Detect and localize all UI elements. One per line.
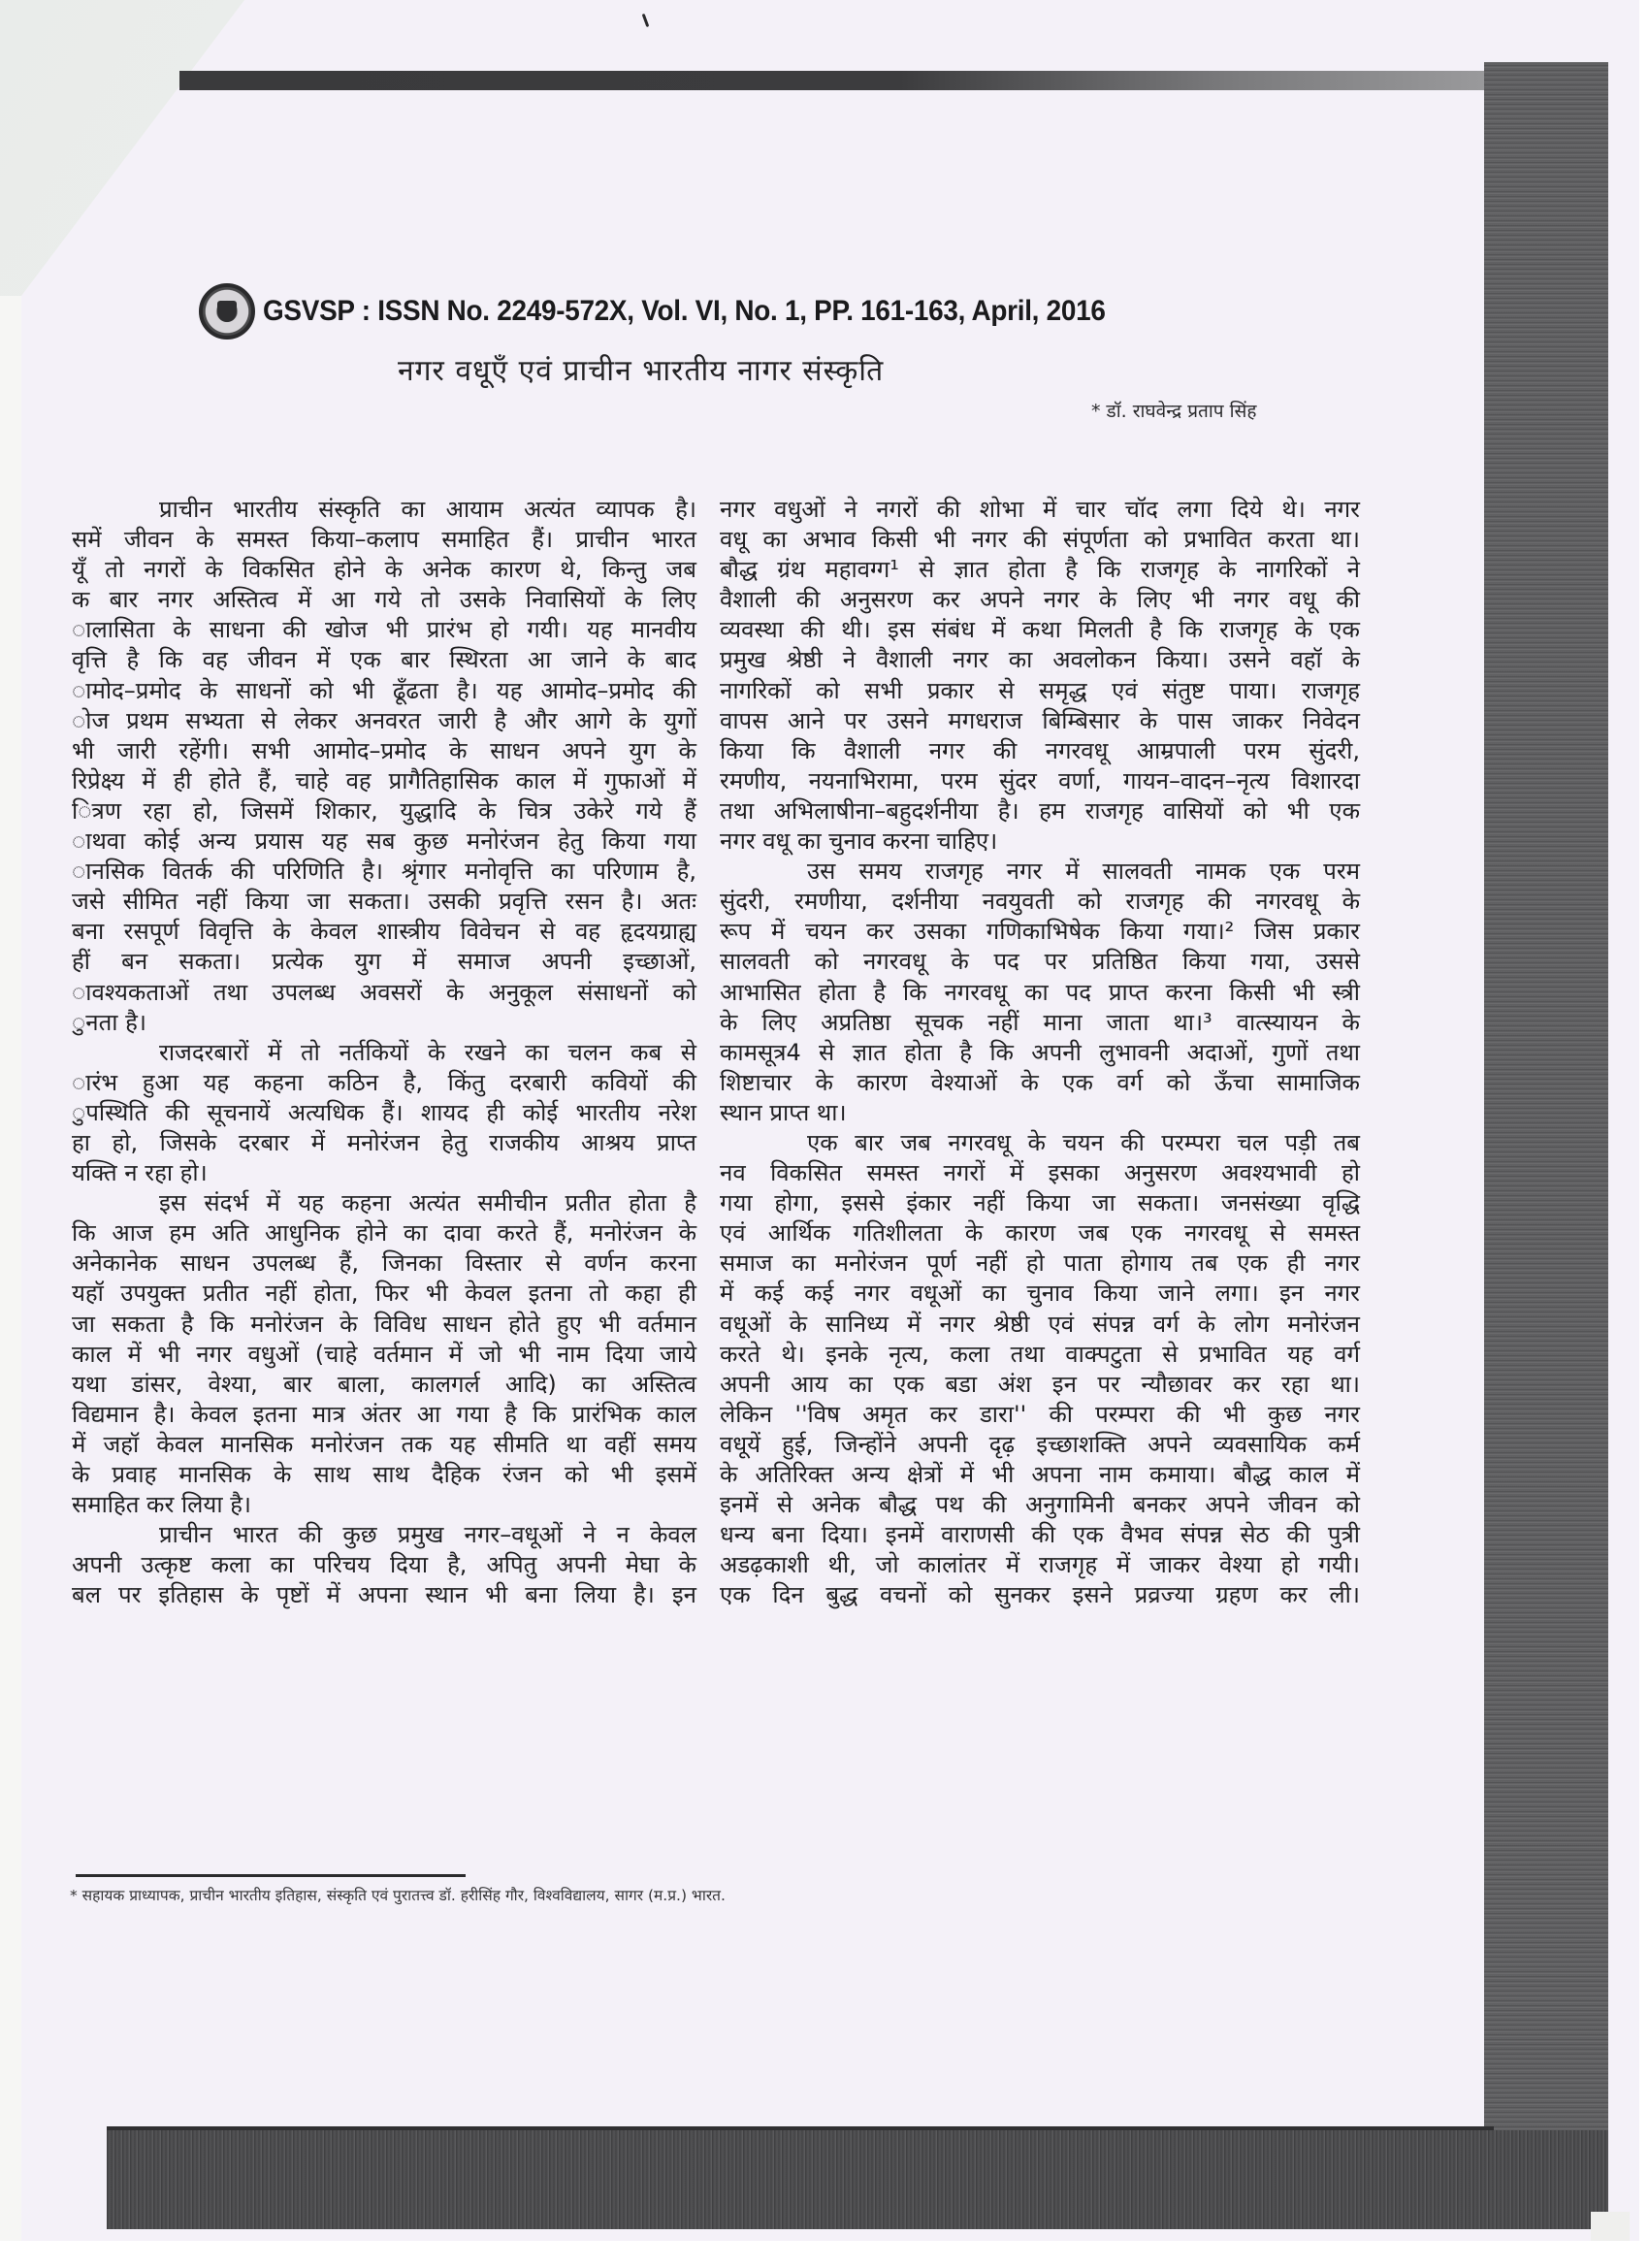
text-line (72, 525, 696, 555)
footnote: * सहायक प्राध्यापक, प्राचीन भारतीय इतिहास, संस्कृति एवं पुरातत्त्व डॉ. हरीसिंह गौर, विश्वविद्यालय, सागर (म.प्र.) भारत. (70, 1887, 726, 1904)
text-line (720, 1340, 1360, 1370)
text-line (720, 525, 1360, 555)
text-line-content: उस समय राजगृह नगर में सालवती नामक एक परम (807, 858, 1360, 886)
text-line-content: जसे सीमित नहीं किया जा सकता। उसकी प्रवृत्ति रसन है। अतः (72, 888, 696, 916)
text-line-content: रूप में चयन कर उसका गणिकाभिषेक किया गया।² जिस प्रकार (720, 918, 1360, 946)
text-line-content: के लिए अप्रतिष्ठा सूचक नहीं माना जाता था।³ वात्स्यायन के (720, 1008, 1360, 1036)
text-line (720, 766, 1360, 796)
text-line-content: ाथवा कोई अन्य प्रयास यह सब कुछ मनोरंजन हेतु किया गया (72, 827, 696, 856)
text-line (720, 1430, 1360, 1460)
text-line-content: काल में भी नगर वधुओं (चाहे वर्तमान में जो भी नाम दिया जाये (72, 1340, 696, 1368)
text-line (72, 1068, 696, 1098)
text-line-content: करते थे। इनके नृत्य, कला तथा वाक्पटुता से प्रभावित यह वर्ग (720, 1340, 1360, 1368)
text-line-content: ामोद–प्रमोद के साधनों को भी ढूँढता है। यह आमोद–प्रमोद की (72, 676, 696, 704)
text-line-content: अपनी उत्कृष्ट कला का परिचय दिया है, अपितु अपनी मेघा के (72, 1551, 696, 1579)
text-line (72, 615, 696, 645)
text-line-content: वृत्ति है कि वह जीवन में एक बार स्थिरता आ जाने के बाद (72, 646, 696, 674)
text-line-content: किया कि वैशाली नगर की नगरवधू आम्रपाली परम सुंदरी, (720, 736, 1360, 764)
text-line (720, 1400, 1360, 1430)
text-line (72, 1460, 696, 1490)
text-line-content: बौद्ध ग्रंथ महावग्ग¹ से ज्ञात होता है कि राजगृह के नागरिकों ने (720, 556, 1360, 584)
text-line-content: सुंदरी, रमणीया, दर्शनीया नवयुवती को राजगृह की नगरवधू के (720, 888, 1360, 916)
text-line (720, 917, 1360, 947)
text-line (720, 1310, 1360, 1340)
text-line-content: अपनी आय का एक बडा अंश इन पर न्यौछावर कर रहा था। (720, 1370, 1360, 1398)
text-line (720, 1188, 1360, 1218)
text-line-content: एक बार जब नगरवधू के चयन की परम्परा चल पड़ी तब (807, 1128, 1360, 1156)
text-line (72, 766, 696, 796)
text-line (720, 796, 1360, 826)
text-line-content: गया होगा, इससे इंकार नहीं किया जा सकता। जनसंख्या वृद्धि (720, 1189, 1360, 1217)
text-line-content: यूँ तो नगरों के विकसित होने के अनेक कारण थे, किन्तु जब (72, 556, 696, 584)
text-line (72, 1520, 696, 1550)
text-line-content: वधूओं के सानिध्य में नगर श्रेष्ठी एवं संपन्न वर्ग के लोग मनोरंजन (720, 1310, 1360, 1338)
text-line-content: क बार नगर अस्तित्व में आ गये तो उसके निवासियों के लिए (72, 586, 696, 614)
text-line (720, 615, 1360, 645)
text-line-content: ित्रण रहा हो, जिसमें शिकार, युद्धादि के चित्र उकेरे गये हैं (72, 796, 696, 825)
text-line (72, 1400, 696, 1430)
text-line (72, 495, 696, 525)
text-line-content: ालासिता के साधना की खोज भी प्रारंभ हो गयी। यह मानवीय (72, 616, 696, 644)
text-line-content: नव विकसित समस्त नगरों में इसका अनुसरण अवश्यभावी हो (720, 1159, 1360, 1187)
text-line-content: प्राचीन भारत की कुछ प्रमुख नगर–वधूओं ने न केवल (159, 1521, 696, 1549)
text-line (72, 947, 696, 977)
text-line-content: इस संदर्भ में यह कहना अत्यंत समीचीन प्रतीत होता है (159, 1189, 696, 1217)
text-line (72, 645, 696, 675)
text-line-content: के अतिरिक्त अन्य क्षेत्रों में भी अपना नाम कमाया। बौद्ध काल में (720, 1461, 1360, 1488)
text-line (720, 1008, 1360, 1038)
text-line-content: में कई कई नगर वधूओं का चुनाव किया जाने लगा। इन नगर (720, 1280, 1360, 1308)
text-line (72, 1490, 696, 1520)
text-line-content: लेकिन ''विष अमृत कर डारा'' की परम्परा की भी कुछ नगर (720, 1400, 1360, 1428)
text-line (720, 947, 1360, 977)
text-line-content: ुपस्थिति की सूचनायें अत्यधिक हैं। शायद ही कोई भारतीय नरेश (72, 1098, 696, 1126)
scan-margin-right (1639, 0, 1649, 2268)
text-line (72, 706, 696, 736)
journal-seal-logo-icon (199, 283, 255, 340)
text-line (72, 1158, 696, 1188)
text-line (72, 676, 696, 706)
text-line-content: अनेकानेक साधन उपलब्ध हैं, जिनका विस्तार से वर्णन करना (72, 1249, 696, 1278)
text-line (72, 1340, 696, 1370)
text-line (720, 1550, 1360, 1580)
text-line-content: अडढ़काशी थी, जो कालांतर में राजगृह में जाकर वेश्या हो गयी। (720, 1551, 1360, 1579)
text-line-content: बल पर इतिहास के पृष्टों में अपना स्थान भी बना लिया है। इन (72, 1581, 696, 1609)
text-line (720, 736, 1360, 766)
text-line-content: नगर वधू का चुनाव करना चाहिए। (720, 827, 998, 856)
text-line (720, 1279, 1360, 1309)
text-line (72, 1248, 696, 1279)
text-line-content: वधूयें हुई, जिन्होंने अपनी दृढ़ इच्छाशक्ति अपने व्यवसायिक कर्म (720, 1430, 1360, 1458)
text-line-content: ुनता है। (72, 1008, 146, 1036)
text-line (720, 1158, 1360, 1188)
text-line-content: नगर वधुओं ने नगरों की शोभा में चार चॉद लगा दिये थे। नगर (720, 496, 1360, 523)
text-line (72, 1370, 696, 1400)
text-line (720, 1490, 1360, 1520)
journal-citation: GSVSP : ISSN No. 2249-572X, Vol. VI, No. 1, PP. 161-163, April, 2016 (263, 295, 1106, 327)
text-line-content: बना रसपूर्ण विवृत्ति के केवल शास्त्रीय विवेचन से वह हृदयग्राह्य (72, 918, 696, 946)
text-line-content: हा हो, जिसके दरबार में मनोरंजन हेतु राजकीय आश्रय प्राप्त (72, 1128, 696, 1156)
text-line (72, 826, 696, 857)
text-line (72, 555, 696, 585)
text-line-content: यहॉ उपयुक्त प्रतीत नहीं होता, फिर भी केवल इतना तो कहा ही (72, 1280, 696, 1308)
logo-emblem (217, 301, 237, 322)
text-line (720, 1520, 1360, 1550)
text-line (720, 645, 1360, 675)
text-line (720, 706, 1360, 736)
text-line-content: कामसूत्र4 से ज्ञात होता है कि अपनी लुभावनी अदाओं, गुणों तथा (720, 1038, 1360, 1066)
text-line-content: कि आज हम अति आधुनिक होने का दावा करते हैं, मनोरंजन के (72, 1219, 696, 1247)
left-column (72, 495, 696, 1610)
text-line-content: समाज का मनोरंजन पूर्ण नहीं हो पाता होगाय तब एक ही नगर (720, 1249, 1360, 1278)
text-line-content: रिप्रेक्ष्य में ही होते हैं, चाहे वह प्रागैतिहासिक काल में गुफाओं में (72, 766, 696, 794)
text-line (720, 1098, 1360, 1128)
text-line (720, 826, 1360, 857)
text-line (72, 796, 696, 826)
text-line-content: समें जीवन के समस्त किया–कलाप समाहित हैं। प्राचीन भारत (72, 526, 696, 554)
text-line (72, 887, 696, 917)
scan-margin-bottom (0, 2241, 1649, 2268)
text-line-content: आभासित होता है कि नगरवधू का पद प्राप्त करना किसी भी स्त्री (720, 978, 1360, 1006)
right-column (720, 495, 1360, 1610)
text-line-content: ानसिक वितर्क की परिणिति है। श्रृंगार मनोवृत्ति का परिणाम है, (72, 858, 696, 886)
text-line (72, 1218, 696, 1248)
text-line (720, 1248, 1360, 1279)
text-line (720, 1068, 1360, 1098)
text-line (72, 1188, 696, 1218)
text-line-content: एवं आर्थिक गतिशीलता के कारण जब एक नगरवधू से समस्त (720, 1219, 1360, 1247)
text-line (720, 887, 1360, 917)
text-line-content: स्थान प्राप्त था। (720, 1098, 847, 1126)
text-line-content: धन्य बना दिया। इनमें वाराणसी की एक वैभव संपन्न सेठ की पुत्री (720, 1521, 1360, 1549)
text-line (72, 1038, 696, 1068)
text-line-content: वापस आने पर उसने मगधराज बिम्बिसार के पास जाकर निवेदन (720, 706, 1360, 734)
text-line (72, 1310, 696, 1340)
text-line-content: वैशाली की अनुसरण कर अपने नगर के लिए भी नगर वधू की (720, 586, 1360, 614)
text-line (72, 1279, 696, 1309)
text-line (720, 1370, 1360, 1400)
text-line-content: जा सकता है कि मनोरंजन के विविध साधन होते हुए भी वर्तमान (72, 1310, 696, 1338)
text-line (720, 1218, 1360, 1248)
text-line-content: शिष्टाचार के कारण वेश्याओं के एक वर्ग को ऊँचा सामाजिक (720, 1068, 1360, 1096)
text-line-content: यथा डांसर, वेश्या, बार बाला, कालगर्ल आदि) का अस्तित्व (72, 1370, 696, 1398)
text-line (720, 676, 1360, 706)
text-line-content: इनमें से अनेक बौद्ध पथ की अनुगामिनी बनकर अपने जीवन को (720, 1491, 1360, 1519)
text-line-content: रमणीय, नयनाभिरामा, परम सुंदर वर्णा, गायन–वादन–नृत्य विशारदा (720, 766, 1360, 794)
text-line-content: भी जारी रहेंगी। सभी आमोद–प्रमोद के साधन अपने युग के (72, 736, 696, 764)
text-line-content: प्रमुख श्रेष्ठी ने वैशाली नगर का अवलोकन किया। उसने वहॉ के (720, 646, 1360, 674)
scan-border-top (179, 71, 1489, 90)
text-line (720, 1460, 1360, 1490)
text-line-content: व्यवस्था की थी। इस संबंध में कथा मिलती है कि राजगृह के एक (720, 616, 1360, 644)
text-line (720, 555, 1360, 585)
text-line (720, 857, 1360, 887)
text-line-content: के प्रवाह मानसिक के साथ साथ दैहिक रंजन को भी इसमें (72, 1461, 696, 1488)
text-line-content: ावश्यकताओं तथा उपलब्ध अवसरों के अनुकूल संसाधनों को (72, 978, 696, 1006)
paper-corner (1591, 2212, 1630, 2241)
text-line-content: समाहित कर लिया है। (72, 1491, 252, 1519)
article-title: नगर वधूएँ एवं प्राचीन भारतीय नागर संस्कृति (398, 354, 885, 388)
text-line (720, 1580, 1360, 1610)
text-line-content: प्राचीन भारतीय संस्कृति का आयाम अत्यंत व्यापक है। (159, 496, 696, 523)
text-line-content: ारंभ हुआ यह कहना कठिन है, किंतु दरबारी कवियों की (72, 1068, 696, 1096)
text-line-content: हीं बन सकता। प्रत्येक युग में समाज अपनी इच्छाओं, (72, 948, 696, 976)
text-line-content: वधू का अभाव किसी भी नगर की संपूर्णता को प्रभावित करता था। (720, 526, 1360, 554)
text-line-content: राजदरबारों में तो नर्तकियों के रखने का चलन कब से (159, 1038, 696, 1066)
text-line (720, 1128, 1360, 1158)
text-line (72, 736, 696, 766)
text-line-content: यक्ति न रहा हो। (72, 1159, 208, 1187)
text-line-content: एक दिन बुद्ध वचनों को सुनकर इसने प्रव्रज्या ग्रहण कर ली। (720, 1581, 1360, 1609)
text-line-content: में जहॉ केवल मानसिक मनोरंजन तक यह सीमति था वहीं समय (72, 1430, 696, 1458)
text-line-content: सालवती को नगरवधू के पद पर प्रतिष्ठित किया गया, उससे (720, 948, 1360, 976)
text-line-content: तथा अभिलाषीना–बहुदर्शनीया है। हम राजगृह वासियों को भी एक (720, 796, 1360, 825)
text-line (72, 1098, 696, 1128)
text-line (72, 857, 696, 887)
text-line (720, 978, 1360, 1008)
text-line (72, 978, 696, 1008)
text-line (72, 917, 696, 947)
journal-header (199, 286, 1169, 337)
text-line (72, 1008, 696, 1038)
text-line (720, 495, 1360, 525)
text-line (72, 1550, 696, 1580)
text-line (72, 585, 696, 615)
scan-border-bottom (107, 2130, 1608, 2229)
text-line (720, 585, 1360, 615)
text-line (72, 1580, 696, 1610)
text-line (720, 1038, 1360, 1068)
text-line-content: ोज प्रथम सभ्यता से लेकर अनवरत जारी है और आगे के युगों (72, 706, 696, 734)
text-line-content: विद्यमान है। केवल इतना मात्र अंतर आ गया है कि प्रारंभिक काल (72, 1400, 696, 1428)
footnote-rule (76, 1874, 466, 1877)
text-line-content: नागरिकों को सभी प्रकार से समृद्ध एवं संतुष्ट पाया। राजगृह (720, 676, 1360, 704)
text-line (72, 1430, 696, 1460)
scan-border-right (1484, 62, 1608, 2227)
article-author: * डॉ. राघवेन्द्र प्रताप सिंह (1091, 401, 1257, 422)
text-line (72, 1128, 696, 1158)
